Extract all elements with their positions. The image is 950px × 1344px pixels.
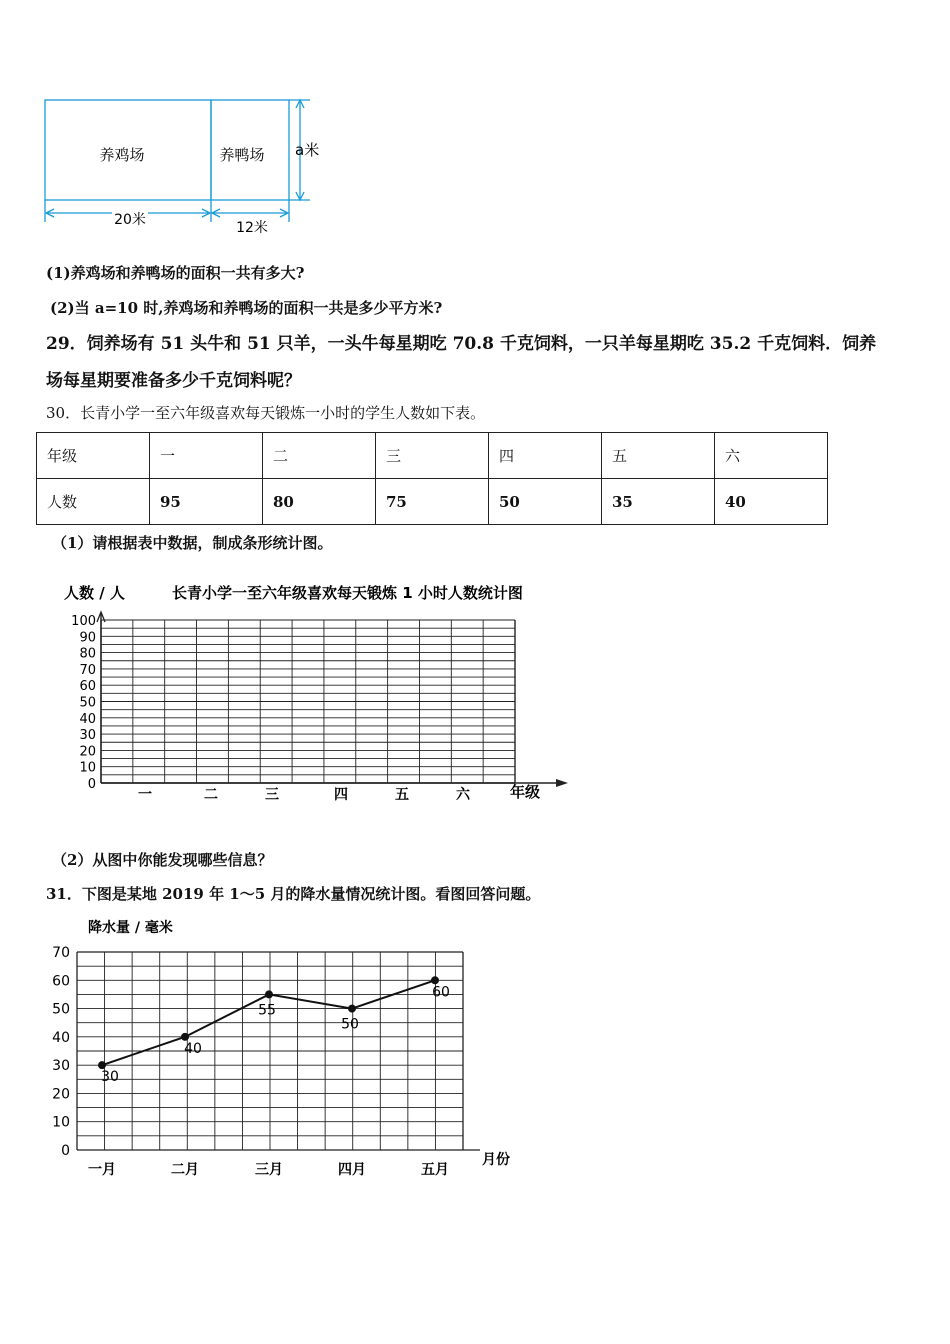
q28-part1: (1)养鸡场和养鸭场的面积一共有多大? bbox=[46, 264, 305, 282]
y-tick-label: 40 bbox=[52, 1029, 70, 1046]
x-tick-label: 二 bbox=[204, 787, 218, 803]
data-label: 55 bbox=[258, 1002, 276, 1019]
q30-part1: （1）请根据表中数据，制成条形统计图。 bbox=[52, 534, 333, 552]
table-cell: 五 bbox=[602, 433, 715, 479]
table-cell: 95 bbox=[150, 479, 263, 525]
table-cell: 二 bbox=[263, 433, 376, 479]
y-tick-label: 60 bbox=[52, 973, 70, 990]
data-point bbox=[348, 1005, 356, 1013]
x-tick-label: 四 bbox=[334, 787, 348, 803]
y-tick-label: 0 bbox=[61, 1143, 70, 1159]
x-tick-label: 五 bbox=[395, 787, 409, 803]
bar-chart bbox=[0, 570, 600, 810]
x-tick-label: 一 bbox=[138, 787, 152, 803]
y-tick-label: 0 bbox=[87, 777, 96, 792]
table-header-cell: 人数 bbox=[37, 479, 150, 525]
table-cell: 50 bbox=[489, 479, 602, 525]
chicken-farm-label: 养鸡场 bbox=[99, 146, 145, 164]
x-tick-label: 三 bbox=[265, 787, 279, 803]
x-tick-label: 三月 bbox=[255, 1162, 283, 1178]
data-label: 40 bbox=[184, 1040, 202, 1057]
line-chart-xlabel: 月份 bbox=[482, 1152, 510, 1168]
y-tick-label: 100 bbox=[71, 614, 96, 629]
table-cell: 三 bbox=[376, 433, 489, 479]
farm-diagram bbox=[0, 0, 360, 250]
x-tick-label: 四月 bbox=[338, 1162, 366, 1178]
y-tick-label: 20 bbox=[79, 744, 96, 760]
x-tick-label: 二月 bbox=[171, 1162, 199, 1178]
data-label: 60 bbox=[432, 984, 450, 1001]
x-axis-arrow bbox=[556, 779, 568, 787]
table-header-cell: 年级 bbox=[37, 433, 150, 479]
table-cell: 35 bbox=[602, 479, 715, 525]
data-label: 50 bbox=[341, 1016, 359, 1033]
x-tick-label: 六 bbox=[456, 787, 470, 803]
y-tick-label: 70 bbox=[52, 945, 70, 961]
bar-chart-title: 长青小学一至六年级喜欢每天锻炼 1 小时人数统计图 bbox=[172, 584, 523, 602]
y-tick-label: 40 bbox=[79, 711, 96, 727]
table-cell: 75 bbox=[376, 479, 489, 525]
y-tick-label: 30 bbox=[79, 728, 96, 744]
y-tick-label: 30 bbox=[52, 1058, 70, 1075]
y-tick-label: 60 bbox=[79, 679, 96, 695]
y-tick-label: 10 bbox=[79, 760, 96, 776]
bar-chart-grid bbox=[97, 612, 568, 787]
y-tick-label: 70 bbox=[79, 662, 96, 678]
y-tick-label: 10 bbox=[52, 1114, 70, 1131]
q30-part2: （2）从图中你能发现哪些信息？ bbox=[52, 851, 273, 869]
data-point bbox=[181, 1033, 189, 1041]
y-tick-label: 50 bbox=[52, 1001, 70, 1018]
table-cell: 六 bbox=[715, 433, 828, 479]
q28-part2: (2)当 a=10 时,养鸡场和养鸭场的面积一共是多少平方米? bbox=[50, 299, 443, 317]
width-12-label: 12米 bbox=[236, 220, 268, 236]
bar-chart-ylabel: 人数 / 人 bbox=[64, 584, 125, 602]
q30-intro: 30．长青小学一至六年级喜欢每天锻炼一小时的学生人数如下表。 bbox=[46, 404, 486, 422]
y-tick-label: 90 bbox=[79, 630, 96, 646]
table-cell: 四 bbox=[489, 433, 602, 479]
line-chart bbox=[0, 910, 560, 1200]
q29-line2: 场每星期要准备多少千克饲料呢？ bbox=[46, 371, 301, 391]
y-tick-label: 50 bbox=[79, 695, 96, 711]
table-cell: 一 bbox=[150, 433, 263, 479]
table-row bbox=[37, 433, 828, 479]
y-tick-label: 80 bbox=[79, 646, 96, 662]
duck-farm-label: 养鸭场 bbox=[219, 146, 265, 164]
table-cell: 80 bbox=[263, 479, 376, 525]
data-point bbox=[265, 990, 273, 998]
q29-line1: 29．饲养场有 51 头牛和 51 只羊，一头牛每星期吃 70.8 千克饲料，一只羊每星期吃 35.2 千克饲料．饲养 bbox=[46, 334, 877, 354]
x-tick-label: 一月 bbox=[88, 1162, 116, 1178]
data-point bbox=[431, 976, 439, 984]
q30-data-table bbox=[36, 432, 828, 525]
line-chart-ylabel: 降水量 / 毫米 bbox=[88, 920, 173, 936]
width-20-label: 20米 bbox=[114, 212, 146, 228]
line-chart-grid bbox=[77, 952, 480, 1150]
x-tick-label: 五月 bbox=[421, 1162, 449, 1178]
side-a-label: a米 bbox=[295, 141, 320, 159]
data-label: 30 bbox=[101, 1069, 119, 1086]
bar-chart-xlabel: 年级 bbox=[510, 783, 541, 801]
table-row bbox=[37, 479, 828, 525]
q31-intro: 31．下图是某地 2019 年 1～5 月的降水量情况统计图。看图回答问题。 bbox=[46, 885, 541, 903]
data-point bbox=[98, 1061, 106, 1069]
y-tick-label: 20 bbox=[52, 1086, 70, 1103]
table-cell: 40 bbox=[715, 479, 828, 525]
